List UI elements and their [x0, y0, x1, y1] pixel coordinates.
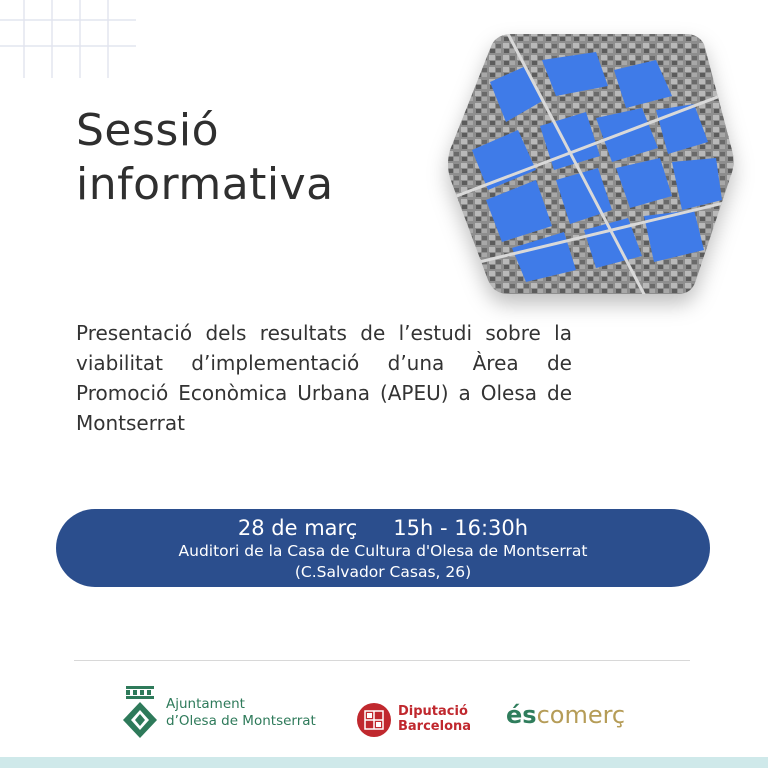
bottom-band	[0, 757, 768, 768]
diputacio-logo	[356, 702, 476, 738]
event-info-banner	[56, 509, 710, 587]
ajuntament-line-1: Ajuntament	[166, 696, 245, 712]
event-date-time	[56, 515, 710, 541]
ajuntament-logo	[120, 684, 320, 740]
footer-divider	[74, 660, 690, 661]
event-date: 28 de març	[237, 516, 358, 540]
page-title	[76, 104, 334, 212]
escomerc-es: és	[506, 701, 537, 729]
escomerc-logo	[506, 700, 625, 730]
title-line-2: informativa	[76, 159, 334, 210]
ajuntament-name	[166, 696, 316, 730]
diputacio-name	[398, 704, 471, 734]
map-image	[446, 30, 736, 298]
diputacio-line-1: Diputació	[398, 704, 468, 719]
event-time: 15h - 16:30h	[393, 516, 529, 540]
description-text: Presentació dels resultats de l’estudi sobre la viabilitat d’implementació d’una Àrea de Promoció Econòmica Urbana (APEU) a Olesa de Montserrat	[76, 321, 572, 435]
ajuntament-line-2: d’Olesa de Montserrat	[166, 713, 316, 729]
diputacio-line-2: Barcelona	[398, 719, 472, 734]
event-address: (C.Salvador Casas, 26)	[294, 563, 472, 581]
grid-decoration	[0, 0, 140, 80]
ajuntament-crest-icon	[120, 684, 160, 740]
title-line-1: Sessió	[76, 105, 219, 156]
event-venue: Auditori de la Casa de Cultura d'Olesa de Montserrat	[178, 542, 588, 560]
diputacio-seal-icon	[356, 702, 392, 738]
escomerc-comerc: comerç	[536, 701, 626, 729]
